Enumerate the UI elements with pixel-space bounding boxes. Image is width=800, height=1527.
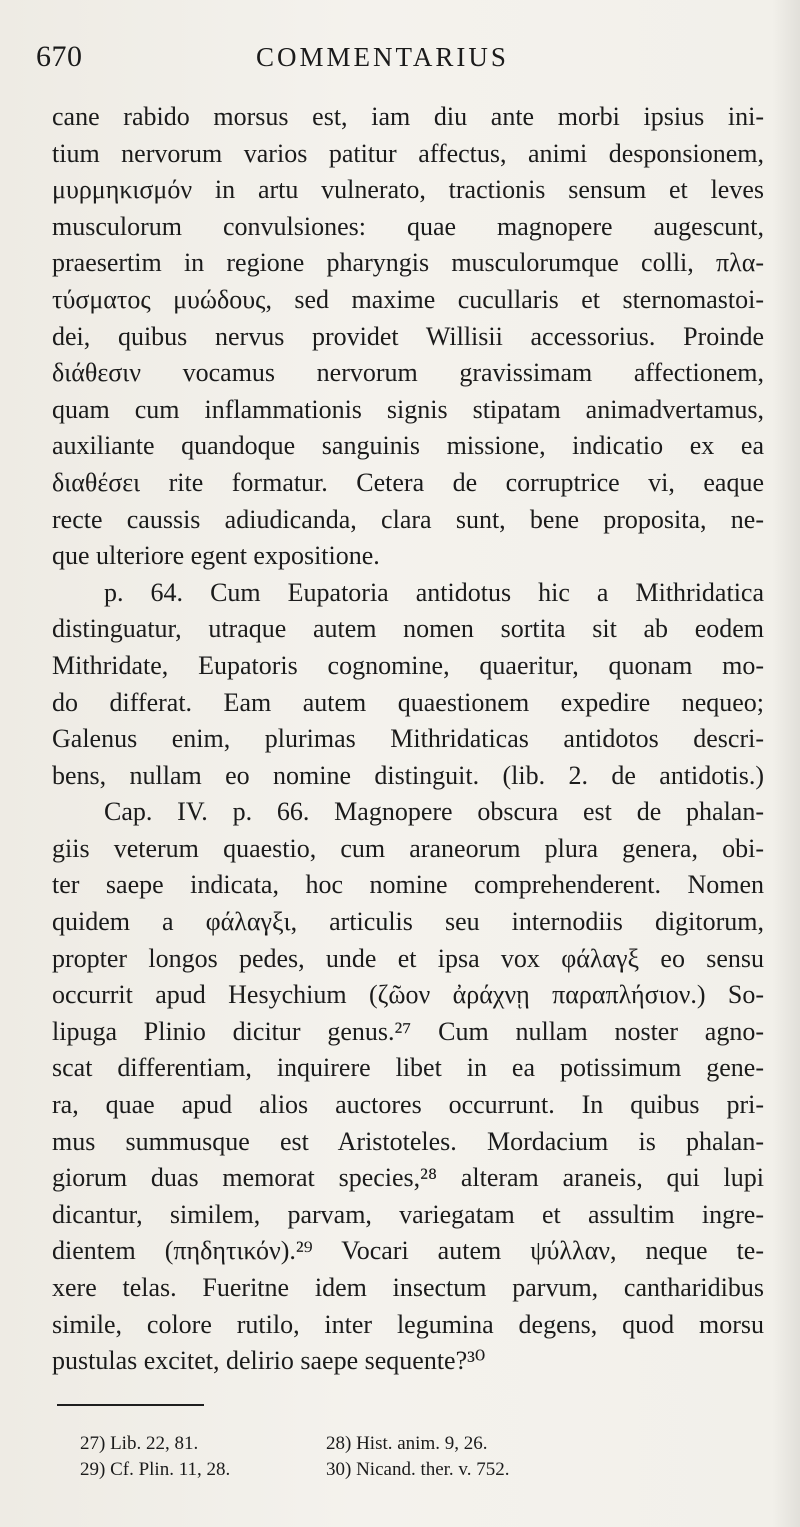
footnote-29: 29) Cf. Plin. 11, 28. [80,1459,231,1480]
text-line: p. 64. Cum Eupatoria antidotus hic a Mithridatica [104,577,764,607]
text-line: recte caussis adiudicanda, clara sunt, bene proposita, ne- [52,504,764,534]
footnote-row [80,1431,720,1457]
text-line: ter saepe indicata, hoc nomine comprehenderent. Nomen [52,870,764,900]
text-line: pustulas excitet, delirio saepe sequente?³⁰ [52,1346,486,1376]
text-line: xere telas. Fueritne idem insectum parvum, cantharidibus [52,1273,764,1302]
page-edge-shadow [772,0,800,1527]
footnote-30: 30) Nicand. ther. v. 752. [326,1459,510,1480]
text-line: dicantur, similem, parvam, variegatam et assultim ingre- [52,1199,764,1229]
footnote-rule [57,1404,204,1406]
text-line: bens, nullam eo nomine distinguit. (lib. 2. de antidotis.) [52,760,764,790]
text-line: auxiliante quandoque sanguinis missione, indicatio ex ea [52,431,764,461]
text-line: giorum duas memorat species,²⁸ alteram araneis, qui lupi [52,1163,764,1193]
text-line: occurrit apud Hesychium (ζῶον ἀράχνῃ παραπλήσιον.) So- [52,980,764,1010]
body-text [52,99,764,1380]
text-line: que ulteriore egent expositione. [52,541,380,571]
text-line: τύσματος μυώδους, sed maxime cucullaris et sternomastoi- [52,284,764,314]
text-line: tium nervorum varios patitur affectus, animi desponsionem, [52,138,764,168]
running-head: COMMENTARIUS [256,42,509,72]
text-line: Mithridate, Eupatoris cognomine, quaeritur, quonam mo- [52,650,764,680]
text-line: μυρμηκισμόν in artu vulnerato, tractionis sensum et leves [52,175,764,205]
text-line: distinguatur, utraque autem nomen sortita sit ab eodem [52,614,764,644]
text-line: dei, quibus nervus providet Willisii accessorius. Proinde [52,321,764,351]
footnotes [80,1431,720,1483]
text-line: quidem a φάλαγξι, articulis seu internodiis digitorum, [52,907,764,937]
text-line: ra, quae apud alios auctores occurrunt. In quibus pri- [52,1090,764,1120]
text-line: mus summusque est Aristoteles. Mordacium is phalan- [52,1126,764,1156]
text-line: musculorum convulsiones: quae magnopere augescunt, [52,211,764,241]
text-line: διαθέσει rite formatur. Cetera de corruptrice vi, eaque [52,467,764,497]
text-line: simile, colore rutilo, inter legumina degens, quod morsu [52,1309,764,1339]
footnote-27: 27) Lib. 22, 81. [80,1433,199,1454]
text-line: giis veterum quaestio, cum araneorum plura genera, obi- [52,833,764,863]
text-line: quam cum inflammationis signis stipatam animadvertamus, [52,394,764,424]
text-line: Galenus enim, plurimas Mithridaticas antidotos descri- [52,724,764,754]
text-line: propter longos pedes, unde et ipsa vox φάλαγξ eo sensu [52,943,764,973]
footnote-row [80,1457,720,1483]
text-line: lipuga Plinio dicitur genus.²⁷ Cum nullam noster agno- [52,1016,764,1046]
text-line: do differat. Eam autem quaestionem expedire nequeo; [52,687,764,717]
footnote-28: 28) Hist. anim. 9, 26. [326,1433,488,1454]
page-number: 670 [36,40,83,73]
page-header [36,40,766,80]
text-line: cane rabido morsus est, iam diu ante morbi ipsius ini- [52,102,764,131]
text-line: dientem (πηδητικόν).²⁹ Vocari autem ψύλλαν, neque te- [52,1236,764,1266]
text-line: praesertim in regione pharyngis musculorumque colli, πλα- [52,248,764,278]
text-line: Cap. IV. p. 66. Magnopere obscura est de phalan- [104,797,764,827]
text-line: διάθεσιν vocamus nervorum gravissimam affectionem, [52,358,764,388]
text-line: scat differentiam, inquirere libet in ea potissimum gene- [52,1053,764,1083]
